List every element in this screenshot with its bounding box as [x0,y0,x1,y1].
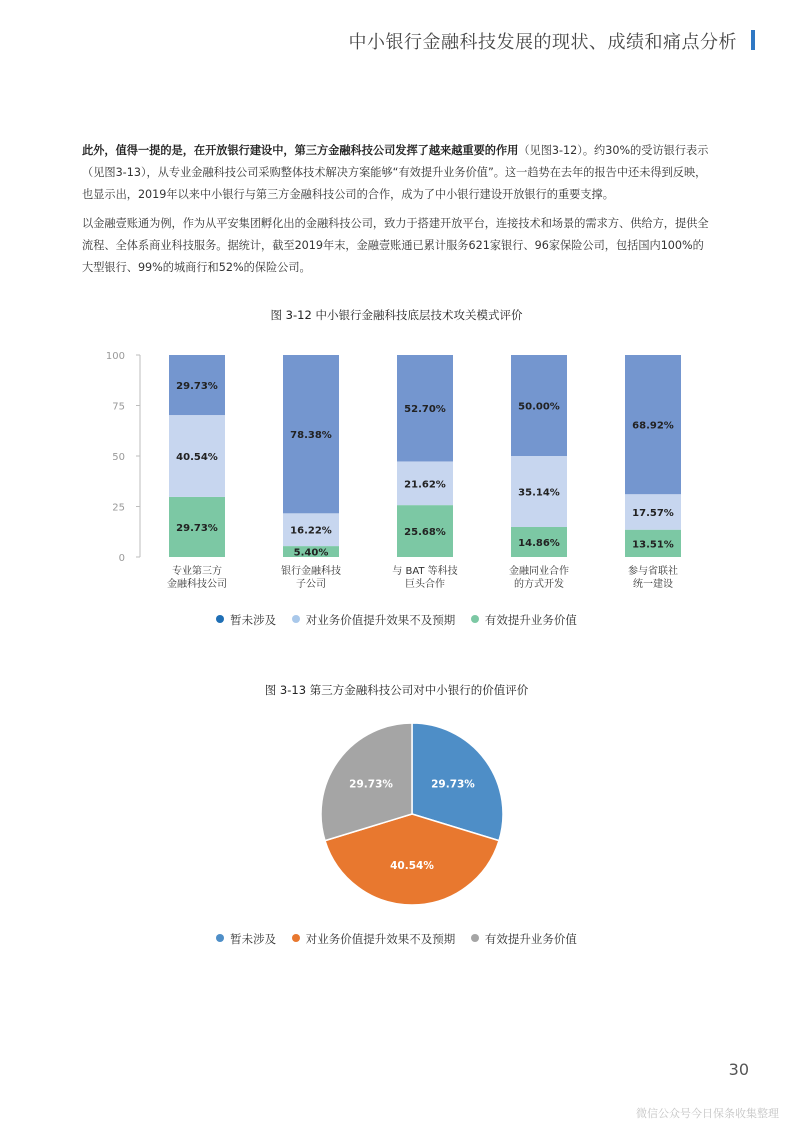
page-header-title: 中小银行金融科技发展的现状、成绩和痛点分析 [348,32,737,53]
pie-slice-label: 40.54% [390,859,434,872]
bar-data-label: 17.57% [632,507,674,519]
bar-data-label: 50.00% [518,401,560,413]
legend-item-below-expectation [292,612,456,628]
x-category-label: 专业第三方 [172,566,222,577]
pie-slice-label: 29.73% [431,778,475,791]
watermark: 微信公众号今日保条收集整理 [636,1107,779,1120]
bar-data-label: 29.73% [176,522,218,534]
page-number: 30 [728,1060,749,1079]
x-category-label: 金融同业合作 [509,566,569,577]
legend-dot [216,934,224,942]
figure-3-12-title: 图 3-12 中小银行金融科技底层技术攻关模式评价 [270,308,523,322]
figure-3-13-title: 图 3-13 第三方金融科技公司对中小银行的价值评价 [264,683,529,697]
legend-dot [471,934,479,942]
x-category-label: 子公司 [296,579,326,590]
legend-item-not-involved [216,931,276,947]
bar-data-label: 5.40% [293,547,329,559]
y-tick-label: 0 [118,553,125,564]
x-category-label: 的方式开发 [514,579,564,590]
bar-data-label: 13.51% [632,539,674,551]
bar-data-label: 52.70% [404,404,446,416]
bar-data-label: 40.54% [176,452,218,463]
legend-dot [292,615,300,623]
header-accent-bar [751,30,755,50]
pie-chart-legend [0,931,793,947]
legend-label: 对业务价值提升效果不及预期 [305,932,456,946]
bar-data-label: 35.14% [518,487,560,499]
bar-data-label: 68.92% [632,420,674,432]
bar-data-label: 16.22% [290,525,332,537]
x-category-label: 银行金融科技 [281,566,341,577]
bar-data-label: 29.73% [176,381,218,393]
legend-dot [216,615,224,623]
y-tick-label: 50 [112,452,125,463]
legend-item-effective [471,612,577,628]
legend-label: 暂未涉及 [230,932,277,946]
legend-label: 有效提升业务价值 [484,613,577,627]
pie-slice-label: 29.73% [349,778,393,791]
bar-data-label: 21.62% [404,479,446,491]
paragraph-1-bold: 此外，值得一提的是，在开放银行建设中，第三方金融科技公司发挥了越来越重要的作用 [82,144,519,157]
x-category-label: 参与省联社 [628,566,678,577]
x-category-label: 巨头合作 [405,579,445,590]
y-tick-label: 100 [105,351,125,362]
legend-label: 有效提升业务价值 [484,932,577,946]
x-category-label: 统一建设 [633,579,673,590]
paragraph-1-rest: （见图3-12）。约30%的受访银行表示（见图3-13），从专业金融科技公司采购整体技术解决方案能够“有效提升业务价值”。这一趋势在去年的报告中还未得到反映，也显示出，2019年以来中小银行与第三方金融科技公司的合作，成为了中小银行建设开放银行的重要支撑。 [82,144,709,201]
bar-data-label: 78.38% [290,430,332,442]
legend-label: 暂未涉及 [230,613,277,627]
stacked-bar-chart [0,340,793,600]
y-tick-label: 75 [112,401,125,413]
x-category-label: 与 BAT 等科技 [392,566,458,577]
bar-data-label: 14.86% [518,537,560,549]
paragraph-1 [82,140,715,206]
bar-data-label: 25.68% [404,527,446,539]
legend-dot [471,615,479,623]
legend-label: 对业务价值提升效果不及预期 [305,613,456,627]
bar-chart-legend [0,612,793,628]
legend-item-below-expectation [292,931,456,947]
legend-item-effective [471,931,577,947]
x-category-label: 金融科技公司 [167,579,227,590]
y-tick-label: 25 [112,502,125,514]
paragraph-2: 以金融壹账通为例，作为从平安集团孵化出的金融科技公司，致力于搭建开放平台，连接技术和场景的需求方、供给方，提供全流程、全体系商业科技服务。据统计，截至2019年末，金融壹账通已累计服务621家银行、96家保险公司，包括国内100%的大型银行、99%的城商行和52%的保险公司。 [82,217,709,274]
legend-dot [292,934,300,942]
pie-chart [306,708,518,920]
legend-item-not-involved [216,612,276,628]
